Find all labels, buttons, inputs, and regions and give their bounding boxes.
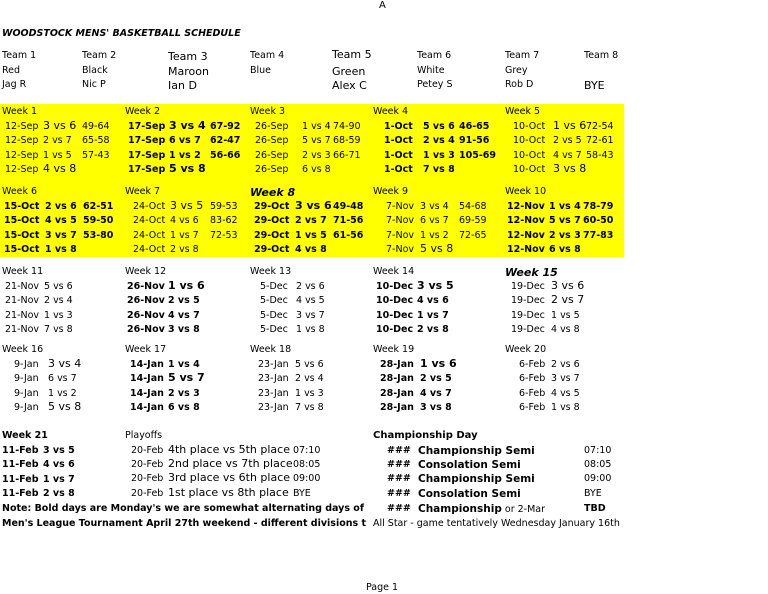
team-1-color: Red <box>2 65 21 76</box>
game-matchup: 3 vs 4 <box>169 119 206 132</box>
team-4-label: Team 4 <box>250 50 285 61</box>
game-matchup: 4 vs 5 <box>45 215 77 226</box>
game-date: 17-Sep <box>128 164 166 175</box>
playoff-date: 20-Feb <box>131 488 164 499</box>
week-title: Week 10 <box>505 186 547 197</box>
game-date: 5-Dec <box>260 310 288 321</box>
game-score: 72-65 <box>459 230 487 241</box>
game-date: 15-Oct <box>4 230 40 241</box>
champ-matchup: Consolation Semi <box>418 459 521 471</box>
game-date: 26-Nov <box>127 310 165 321</box>
playoff-matchup: 3rd place vs 6th place <box>168 471 291 484</box>
game-date: 12-Sep <box>5 135 39 146</box>
game-date: 28-Jan <box>380 373 414 384</box>
game-matchup: 6 vs 7 <box>169 135 201 146</box>
game-matchup: 1 vs 3 <box>295 388 324 399</box>
game-score: 83-62 <box>210 215 238 226</box>
playoff-date: 20-Feb <box>131 459 164 470</box>
week-title: Week 1 <box>2 106 38 117</box>
game-date: 14-Jan <box>130 373 164 384</box>
game-matchup: 1 vs 2 <box>48 388 77 399</box>
game-date: 29-Oct <box>254 201 290 212</box>
game-date: 11-Feb <box>2 445 39 456</box>
game-matchup: 1 vs 7 <box>43 474 75 485</box>
game-score: 62-51 <box>83 201 114 212</box>
game-date: 5-Dec <box>260 295 288 306</box>
game-matchup: 2 vs 7 <box>43 135 72 146</box>
game-matchup: 1 vs 7 <box>417 310 449 321</box>
game-date: 12-Nov <box>507 215 545 226</box>
game-matchup: 5 vs 7 <box>549 215 581 226</box>
game-date: 6-Feb <box>519 373 546 384</box>
game-date: 14-Jan <box>130 402 164 413</box>
game-date: 7-Nov <box>386 215 415 226</box>
game-score: 59-53 <box>210 201 238 212</box>
game-score: 72-53 <box>210 230 238 241</box>
game-date: 9-Jan <box>14 373 39 384</box>
game-matchup: 7 vs 8 <box>44 324 73 335</box>
game-matchup: 3 vs 4 <box>420 201 449 212</box>
game-matchup: 2 vs 7 <box>295 215 327 226</box>
game-date: 23-Jan <box>258 402 289 413</box>
team-6-captain: Petey S <box>417 79 453 90</box>
champ-matchup: Championship Semi <box>418 445 535 457</box>
game-matchup: 2 vs 5 <box>420 373 452 384</box>
game-matchup: 4 vs 8 <box>295 244 327 255</box>
game-score: 62-47 <box>210 135 241 146</box>
team-7-color: Grey <box>505 65 528 76</box>
game-matchup: 3 vs 7 <box>296 310 325 321</box>
game-score: 72-61 <box>586 135 614 146</box>
week-title: Week 16 <box>2 344 44 355</box>
game-date: 10-Oct <box>513 164 546 175</box>
game-matchup: 5 vs 6 <box>295 359 324 370</box>
game-matchup: 5 vs 7 <box>302 135 331 146</box>
game-matchup: 1 vs 4 <box>302 121 331 132</box>
game-matchup: 3 vs 6 <box>551 279 585 292</box>
game-matchup: 1 vs 2 <box>169 150 201 161</box>
game-date: 6-Feb <box>519 402 546 413</box>
week-title: Week 14 <box>373 266 415 277</box>
game-matchup: 7 vs 8 <box>423 164 455 175</box>
playoff-time: BYE <box>293 488 311 499</box>
game-date: 12-Sep <box>5 150 39 161</box>
game-date: 29-Oct <box>254 215 290 226</box>
game-matchup: 1 vs 2 <box>420 230 449 241</box>
allstar-note: All Star - game tentatively Wednesday January 16th <box>373 518 620 529</box>
game-date: 21-Nov <box>5 310 40 321</box>
game-matchup: 4 vs 5 <box>551 388 580 399</box>
game-score: 72-54 <box>586 121 614 132</box>
team-7-captain: Rob D <box>505 79 534 90</box>
game-matchup: 3 vs 8 <box>553 162 587 175</box>
game-date: 11-Feb <box>2 488 39 499</box>
champ-time: TBD <box>584 503 606 514</box>
game-date: 29-Oct <box>254 244 290 255</box>
playoff-time: 09:00 <box>293 473 321 484</box>
game-score: 69-59 <box>459 215 487 226</box>
champ-time: 07:10 <box>584 445 612 456</box>
game-score: 65-58 <box>82 135 110 146</box>
game-date: 28-Jan <box>380 359 414 370</box>
game-date: 24-Oct <box>133 201 166 212</box>
game-date: 14-Jan <box>130 359 164 370</box>
week-title: Week 11 <box>2 266 44 277</box>
game-matchup: 2 vs 3 <box>302 150 331 161</box>
game-matchup: 5 vs 8 <box>420 242 454 255</box>
game-matchup: 4 vs 6 <box>43 459 75 470</box>
game-score: 105-69 <box>459 150 496 161</box>
game-matchup: 5 vs 6 <box>44 281 73 292</box>
game-matchup: 1 vs 6 <box>420 357 457 370</box>
note-line-1: Note: Bold days are Monday's we are somewhat alternating days of <box>2 503 364 514</box>
game-date: 5-Dec <box>260 324 288 335</box>
game-matchup: 3 vs 6 <box>43 119 77 132</box>
game-date: 19-Dec <box>511 310 545 321</box>
week-title: Week 9 <box>373 186 409 197</box>
game-score: 58-43 <box>586 150 614 161</box>
game-date: 26-Sep <box>255 164 289 175</box>
game-score: 57-43 <box>82 150 110 161</box>
game-date: 1-Oct <box>384 164 413 175</box>
page-title: WOODSTOCK MENS' BASKETBALL SCHEDULE <box>2 28 241 39</box>
team-3-label: Team 3 <box>168 50 208 63</box>
game-date: 12-Nov <box>507 244 545 255</box>
game-date: 17-Sep <box>128 135 166 146</box>
game-score: 68-59 <box>333 135 361 146</box>
game-date: 6-Feb <box>519 359 546 370</box>
game-date: 26-Sep <box>255 150 289 161</box>
game-matchup: 6 vs 8 <box>168 402 200 413</box>
game-matchup: 7 vs 8 <box>295 402 324 413</box>
week-title: Week 4 <box>373 106 409 117</box>
game-date: 21-Nov <box>5 281 40 292</box>
game-date: 14-Jan <box>130 388 164 399</box>
game-matchup: 3 vs 4 <box>48 357 82 370</box>
week-title: Week 5 <box>505 106 541 117</box>
week-title: Week 13 <box>250 266 292 277</box>
game-matchup: 2 vs 3 <box>168 388 200 399</box>
game-matchup: 3 vs 5 <box>170 199 204 212</box>
team-8-label: Team 8 <box>584 50 619 61</box>
game-date: 26-Nov <box>127 281 165 292</box>
team-5-label: Team 5 <box>332 48 372 61</box>
game-matchup: 2 vs 4 <box>423 135 455 146</box>
game-date: 10-Dec <box>376 281 414 292</box>
game-date: 9-Jan <box>14 402 39 413</box>
game-matchup: 2 vs 6 <box>551 359 580 370</box>
game-date: 28-Jan <box>380 388 414 399</box>
team-8-captain: BYE <box>584 79 605 92</box>
game-matchup: 3 vs 7 <box>45 230 77 241</box>
game-matchup: 1 vs 3 <box>423 150 455 161</box>
game-score: 66-71 <box>333 150 361 161</box>
championship-title: Championship Day <box>373 430 478 441</box>
champ-time: 09:00 <box>584 473 612 484</box>
game-matchup: 1 vs 4 <box>549 201 581 212</box>
column-letter: A <box>379 0 386 11</box>
game-date: 24-Oct <box>133 215 166 226</box>
week-title: Week 7 <box>125 186 161 197</box>
game-matchup: 4 vs 8 <box>43 162 77 175</box>
game-date: 26-Sep <box>255 121 289 132</box>
team-6-color: White <box>417 65 445 76</box>
game-date: 9-Jan <box>14 388 39 399</box>
game-date: 24-Oct <box>133 230 166 241</box>
team-5-color: Green <box>332 65 366 78</box>
game-date: 19-Dec <box>511 281 545 292</box>
week-title: Week 3 <box>250 106 286 117</box>
game-matchup: 2 vs 3 <box>549 230 581 241</box>
game-score: 59-50 <box>83 215 114 226</box>
game-date: 24-Oct <box>133 244 166 255</box>
game-date: 7-Nov <box>386 230 415 241</box>
game-date: 15-Oct <box>4 215 40 226</box>
note-line-2: Men's League Tournament April 27th weekend - different divisions t <box>2 518 366 529</box>
game-matchup: 3 vs 8 <box>420 402 452 413</box>
game-score: 46-65 <box>459 121 490 132</box>
game-matchup: 5 vs 7 <box>168 371 205 384</box>
game-score: 74-90 <box>333 121 361 132</box>
game-date: 12-Nov <box>507 230 545 241</box>
game-matchup: 4 vs 8 <box>551 324 580 335</box>
game-matchup: 4 vs 7 <box>420 388 452 399</box>
page-number: Page 1 <box>366 582 399 593</box>
game-date: 9-Jan <box>14 359 39 370</box>
game-date: 17-Sep <box>128 121 166 132</box>
game-matchup: 4 vs 7 <box>168 310 200 321</box>
game-date: 28-Jan <box>380 402 414 413</box>
champ-time: 08:05 <box>584 459 612 470</box>
game-matchup: 5 vs 8 <box>48 400 82 413</box>
week-title: Week 12 <box>125 266 167 277</box>
game-score: 71-56 <box>333 215 364 226</box>
game-matchup: 2 vs 8 <box>417 324 449 335</box>
game-matchup: 1 vs 5 <box>43 150 72 161</box>
champ-date: ### <box>387 445 411 456</box>
team-2-label: Team 2 <box>82 50 117 61</box>
playoff-date: 20-Feb <box>131 445 164 456</box>
game-date: 19-Dec <box>511 295 545 306</box>
week-title: Week 21 <box>2 430 48 441</box>
team-7-label: Team 7 <box>505 50 540 61</box>
team-4-color: Blue <box>250 65 272 76</box>
game-matchup: 2 vs 5 <box>553 135 582 146</box>
game-matchup: 1 vs 8 <box>551 402 580 413</box>
game-matchup: 2 vs 6 <box>45 201 77 212</box>
game-matchup: 2 vs 5 <box>168 295 200 306</box>
game-date: 23-Jan <box>258 359 289 370</box>
game-matchup: 2 vs 7 <box>551 293 585 306</box>
game-score: 78-79 <box>583 201 614 212</box>
game-date: 15-Oct <box>4 201 40 212</box>
game-date: 10-Dec <box>376 324 414 335</box>
game-matchup: 6 vs 8 <box>302 164 331 175</box>
team-5-captain: Alex C <box>332 79 367 92</box>
game-date: 1-Oct <box>384 121 413 132</box>
champ-date: ### <box>387 488 411 499</box>
champ-time: BYE <box>584 488 602 499</box>
game-matchup: 6 vs 7 <box>420 215 449 226</box>
game-score: 67-92 <box>210 121 241 132</box>
game-date: 5-Dec <box>260 281 288 292</box>
game-matchup: 2 vs 8 <box>43 488 75 499</box>
game-date: 26-Sep <box>255 135 289 146</box>
game-matchup: 1 vs 3 <box>44 310 73 321</box>
game-matchup: 1 vs 8 <box>45 244 77 255</box>
game-score: 54-68 <box>459 201 487 212</box>
game-matchup: 2 vs 6 <box>296 281 325 292</box>
game-matchup: 1 vs 4 <box>168 359 200 370</box>
game-date: 15-Oct <box>4 244 40 255</box>
team-6-label: Team 6 <box>417 50 452 61</box>
champ-date: ### <box>387 459 411 470</box>
game-date: 6-Feb <box>519 388 546 399</box>
game-date: 11-Feb <box>2 459 39 470</box>
game-matchup: 2 vs 8 <box>170 244 199 255</box>
champ-date: ### <box>387 473 411 484</box>
game-matchup: 3 vs 5 <box>417 279 454 292</box>
game-score: 77-83 <box>583 230 614 241</box>
game-date: 21-Nov <box>5 324 40 335</box>
game-matchup: 1 vs 6 <box>553 119 587 132</box>
week-title: Week 18 <box>250 344 292 355</box>
team-3-color: Maroon <box>168 65 209 78</box>
game-score: 61-56 <box>333 230 364 241</box>
game-date: 12-Nov <box>507 201 545 212</box>
game-date: 1-Oct <box>384 150 413 161</box>
playoff-matchup: 4th place vs 5th place <box>168 443 290 456</box>
week-title: Week 15 <box>505 266 558 279</box>
team-2-captain: Nic P <box>82 79 106 90</box>
playoffs-title: Playoffs <box>125 430 163 441</box>
game-score: 49-48 <box>333 201 364 212</box>
team-1-captain: Jag R <box>2 79 27 90</box>
playoff-matchup: 1st place vs 8th place <box>168 486 289 499</box>
game-matchup: 1 vs 5 <box>551 310 580 321</box>
game-date: 29-Oct <box>254 230 290 241</box>
champ-date: ### <box>387 503 411 514</box>
game-matchup: 2 vs 4 <box>295 373 324 384</box>
game-date: 7-Nov <box>386 201 415 212</box>
game-matchup: 5 vs 8 <box>169 162 206 175</box>
game-date: 7-Nov <box>386 244 415 255</box>
game-date: 17-Sep <box>128 150 166 161</box>
game-matchup: 3 vs 7 <box>551 373 580 384</box>
team-3-captain: Ian D <box>168 79 197 92</box>
week-title: Week 6 <box>2 186 38 197</box>
playoff-time: 08:05 <box>293 459 321 470</box>
playoff-matchup: 2nd place vs 7th place <box>168 457 293 470</box>
game-matchup: 4 vs 6 <box>170 215 199 226</box>
game-date: 11-Feb <box>2 474 39 485</box>
game-matchup: 4 vs 5 <box>296 295 325 306</box>
game-date: 10-Dec <box>376 310 414 321</box>
game-date: 12-Sep <box>5 121 39 132</box>
game-matchup: 4 vs 6 <box>417 295 449 306</box>
week-title: Week 8 <box>250 186 296 199</box>
game-date: 23-Jan <box>258 388 289 399</box>
game-score: 49-64 <box>82 121 110 132</box>
team-1-label: Team 1 <box>2 50 37 61</box>
game-date: 26-Nov <box>127 295 165 306</box>
game-matchup: 1 vs 8 <box>296 324 325 335</box>
game-date: 10-Oct <box>513 150 546 161</box>
game-matchup: 3 vs 5 <box>43 445 75 456</box>
game-date: 23-Jan <box>258 373 289 384</box>
game-date: 1-Oct <box>384 135 413 146</box>
game-matchup: 3 vs 8 <box>168 324 200 335</box>
game-matchup: 5 vs 6 <box>423 121 455 132</box>
game-matchup: 2 vs 4 <box>44 295 73 306</box>
champ-matchup: Championship Semi <box>418 473 535 485</box>
week-title: Week 19 <box>373 344 415 355</box>
week-title: Week 20 <box>505 344 547 355</box>
week-title: Week 2 <box>125 106 161 117</box>
game-matchup: 3 vs 6 <box>295 199 332 212</box>
game-matchup: 4 vs 7 <box>553 150 582 161</box>
playoff-date: 20-Feb <box>131 473 164 484</box>
game-matchup: 6 vs 7 <box>48 373 77 384</box>
game-matchup: 1 vs 7 <box>170 230 199 241</box>
champ-matchup: Championship or 2-Mar <box>418 503 546 515</box>
game-date: 10-Oct <box>513 135 546 146</box>
week-title: Week 17 <box>125 344 167 355</box>
game-date: 19-Dec <box>511 324 545 335</box>
team-2-color: Black <box>82 65 108 76</box>
game-date: 10-Dec <box>376 295 414 306</box>
game-score: 91-56 <box>459 135 490 146</box>
playoff-time: 07:10 <box>293 445 321 456</box>
game-date: 10-Oct <box>513 121 546 132</box>
game-score: 60-50 <box>583 215 614 226</box>
game-score: 53-80 <box>83 230 114 241</box>
game-score: 56-66 <box>210 150 241 161</box>
game-matchup: 6 vs 8 <box>549 244 581 255</box>
game-date: 26-Nov <box>127 324 165 335</box>
game-date: 21-Nov <box>5 295 40 306</box>
game-matchup: 1 vs 6 <box>168 279 205 292</box>
game-matchup: 1 vs 5 <box>295 230 327 241</box>
game-date: 12-Sep <box>5 164 39 175</box>
champ-matchup: Consolation Semi <box>418 488 521 500</box>
